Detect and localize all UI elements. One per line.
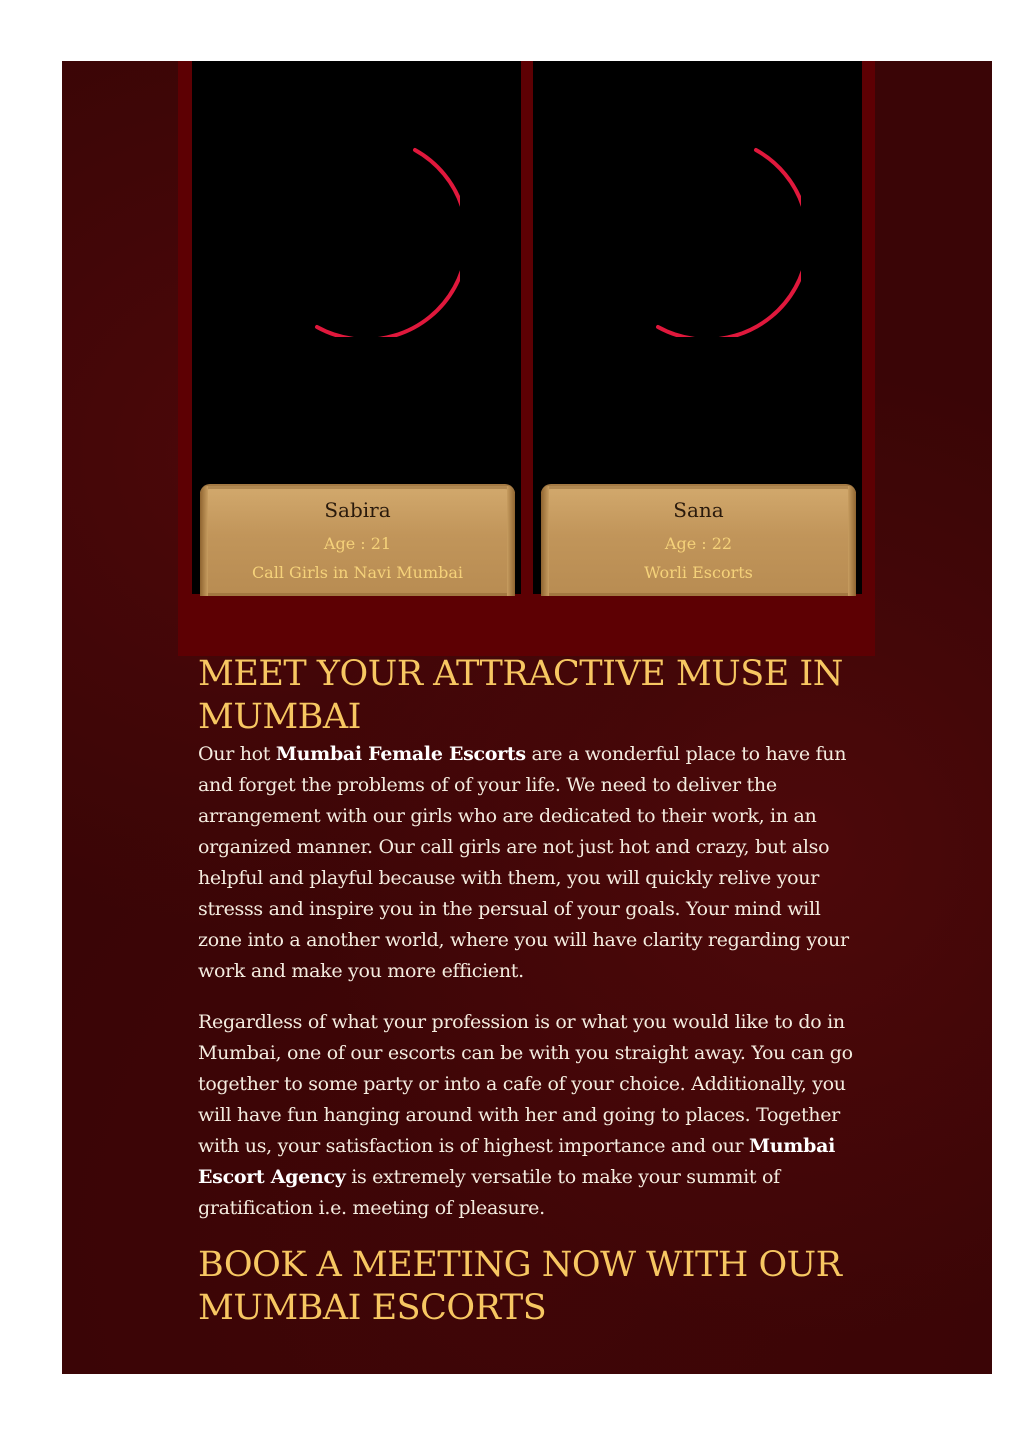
page-frame	[62, 61, 992, 1374]
loading-spinner-icon	[601, 137, 801, 337]
profile-gallery	[178, 61, 875, 656]
section-heading-book: BOOK A MEETING NOW WITH OUR MUMBAI ESCORTS	[198, 1245, 842, 1328]
profile-caption-scroll	[541, 484, 856, 596]
keyword-link[interactable]: Mumbai Escort Agency	[198, 1135, 836, 1188]
profile-card[interactable]	[533, 61, 862, 594]
profile-age: Age : 21	[323, 534, 392, 553]
detail-paragraph: Regardless of what your profession is or what you would like to do in Mumbai, one of our escorts can be with you straight away. You can go together to some party or into a cafe of your choice. Additionally, you will have fun hanging around with her and going to places. Together with us, your satisfaction is of highest importance and our Mumbai Escort Agency is extremely versatile to make your summit of gratification i.e. meeting of pleasure.	[198, 1011, 853, 1219]
intro-paragraph: Our hot Mumbai Female Escorts are a wonderful place to have fun and forget the problems of of your life. We need to deliver the arrangement with our girls who are dedicated to their work, in an organized manner. Our call girls are not just hot and crazy, but also helpful and playful because with them, you will quickly relive your stresss and inspire you in the persual of your goals. Your mind will zone into a another world, where you will have clarity regarding your work and make you more efficient.	[198, 743, 849, 982]
main-content	[198, 653, 862, 1330]
loading-spinner-icon	[260, 137, 460, 337]
profile-age: Age : 22	[664, 534, 733, 553]
section-heading-meet: MEET YOUR ATTRACTIVE MUSE IN MUMBAI	[198, 654, 843, 737]
profile-name[interactable]: Sabira	[324, 498, 391, 522]
profile-name[interactable]: Sana	[673, 498, 724, 522]
profile-caption-scroll	[200, 484, 515, 596]
profile-location-link[interactable]: Worli Escorts	[644, 563, 753, 582]
profile-location-link[interactable]: Call Girls in Navi Mumbai	[251, 563, 464, 582]
keyword-link[interactable]: Mumbai Female Escorts	[275, 743, 526, 765]
profile-card[interactable]	[192, 61, 521, 594]
